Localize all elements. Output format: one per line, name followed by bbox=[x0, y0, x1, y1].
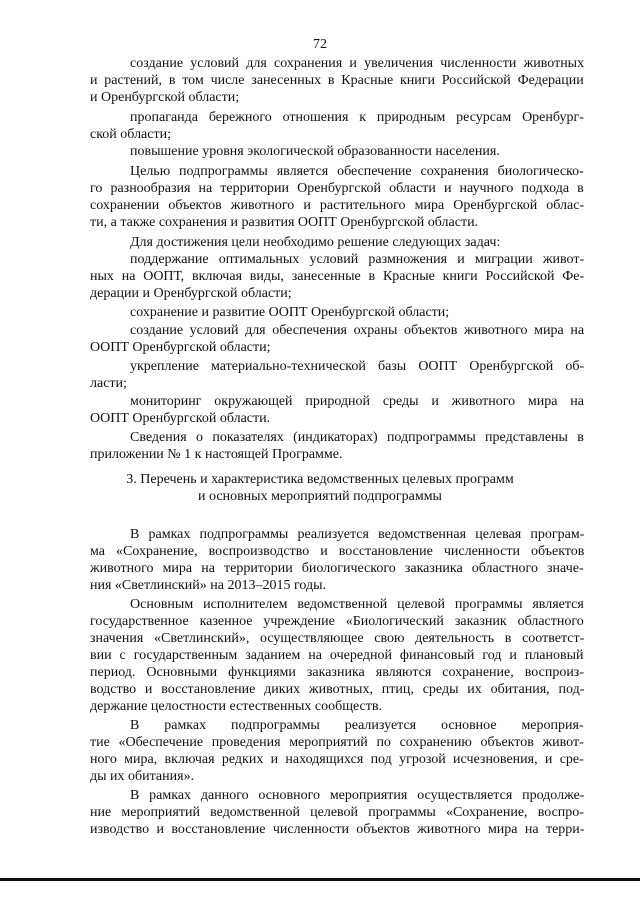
text-line: животного мира на территории биологического заказника областного значе- bbox=[90, 561, 584, 576]
text-line: Сведения о показателях (индикаторах) подпрограммы представлены в bbox=[130, 430, 584, 445]
text-line: создание условий для сохранения и увеличения численности животных bbox=[130, 56, 585, 71]
text-line: вии с государственным заданием на очередной финансовый год и плановый bbox=[90, 648, 584, 663]
text-line: пропаганда бережного отношения к природным ресурсам Оренбург- bbox=[130, 110, 584, 125]
text-line: значения «Светлинский», осуществляющее свою деятельность в соответст- bbox=[90, 631, 585, 646]
text-line: ской области; bbox=[90, 127, 171, 142]
text-line: В рамках подпрограммы реализуется основное мероприя- bbox=[130, 718, 584, 733]
text-line: сохранение и развитие ООПТ Оренбургской области; bbox=[130, 305, 450, 320]
text-line: период. Основными функциями заказника являются сохранение, воспроиз- bbox=[90, 665, 584, 680]
text-line: сохранении объектов животного и растительного мира Оренбургской облас- bbox=[90, 198, 585, 213]
text-line: и Оренбургской области; bbox=[90, 90, 240, 105]
text-line: ного мира, включая редких и находящихся под угрозой исчезновения, и сре- bbox=[90, 752, 584, 767]
section-heading: и основных мероприятий подпрограммы bbox=[198, 489, 442, 504]
text-line: дерации и Оренбургской области; bbox=[90, 286, 292, 301]
text-line: Целью подпрограммы является обеспечение сохранения биологическо- bbox=[130, 164, 584, 179]
text-line: ние мероприятий ведомственной целевой программы «Сохранение, воспро- bbox=[90, 805, 584, 820]
text-line: В рамках данного основного мероприятия осуществляется продолже- bbox=[130, 788, 585, 803]
text-line: ООПТ Оренбургской области. bbox=[90, 411, 271, 426]
text-line: повышение уровня экологической образованности населения. bbox=[130, 144, 500, 159]
text-line: Основным исполнителем ведомственной целевой программы является bbox=[130, 597, 584, 612]
text-line: ласти; bbox=[90, 376, 127, 391]
text-line: ООПТ Оренбургской области; bbox=[90, 340, 271, 355]
text-line: Для достижения цели необходимо решение следующих задач: bbox=[130, 235, 501, 250]
text-line: ных на ООПТ, включая виды, занесенные в Красные книги Российской Фе- bbox=[90, 269, 585, 284]
text-line: создание условий для обеспечения охраны объектов животного мира на bbox=[130, 323, 585, 338]
text-line: изводство и восстановление численности объектов животного мира на терри- bbox=[90, 822, 585, 837]
page-number: 72 bbox=[313, 37, 327, 52]
text-line: и растений, в том числе занесенных в Красные книги Российской Федерации bbox=[90, 73, 584, 88]
text-line: государственное казенное учреждение «Биологический заказник областного bbox=[90, 614, 584, 629]
text-line: держание целостности естественных сообществ. bbox=[90, 699, 383, 714]
text-line: приложении № 1 к настоящей Программе. bbox=[90, 447, 343, 462]
text-line: В рамках подпрограммы реализуется ведомственная целевая програм- bbox=[130, 527, 585, 542]
text-line: ма «Сохранение, воспроизводство и восстановление численности объектов bbox=[90, 544, 585, 559]
text-line: укрепление материально-технической базы ООПТ Оренбургской об- bbox=[130, 359, 585, 374]
text-line: тие «Обеспечение проведения мероприятий по сохранению объектов живот- bbox=[90, 735, 584, 750]
text-line: водство и восстановление диких животных, птиц, среды их обитания, под- bbox=[90, 682, 585, 697]
text-line: поддержание оптимальных условий размножения и миграции живот- bbox=[130, 252, 585, 267]
text-line: го разнообразия на территории Оренбургской области и научного подхода в bbox=[90, 181, 584, 196]
text-line: ды их обитания». bbox=[90, 769, 195, 784]
page-bottom-rule bbox=[0, 878, 640, 881]
text-line: мониторинг окружающей природной среды и животного мира на bbox=[130, 394, 584, 409]
text-line: ния «Светлинский» на 2013–2015 годы. bbox=[90, 578, 326, 593]
section-heading: 3. Перечень и характеристика ведомственных целевых программ bbox=[126, 472, 514, 487]
text-line: ти, а также сохранения и развития ООПТ Оренбургской области. bbox=[90, 215, 479, 230]
